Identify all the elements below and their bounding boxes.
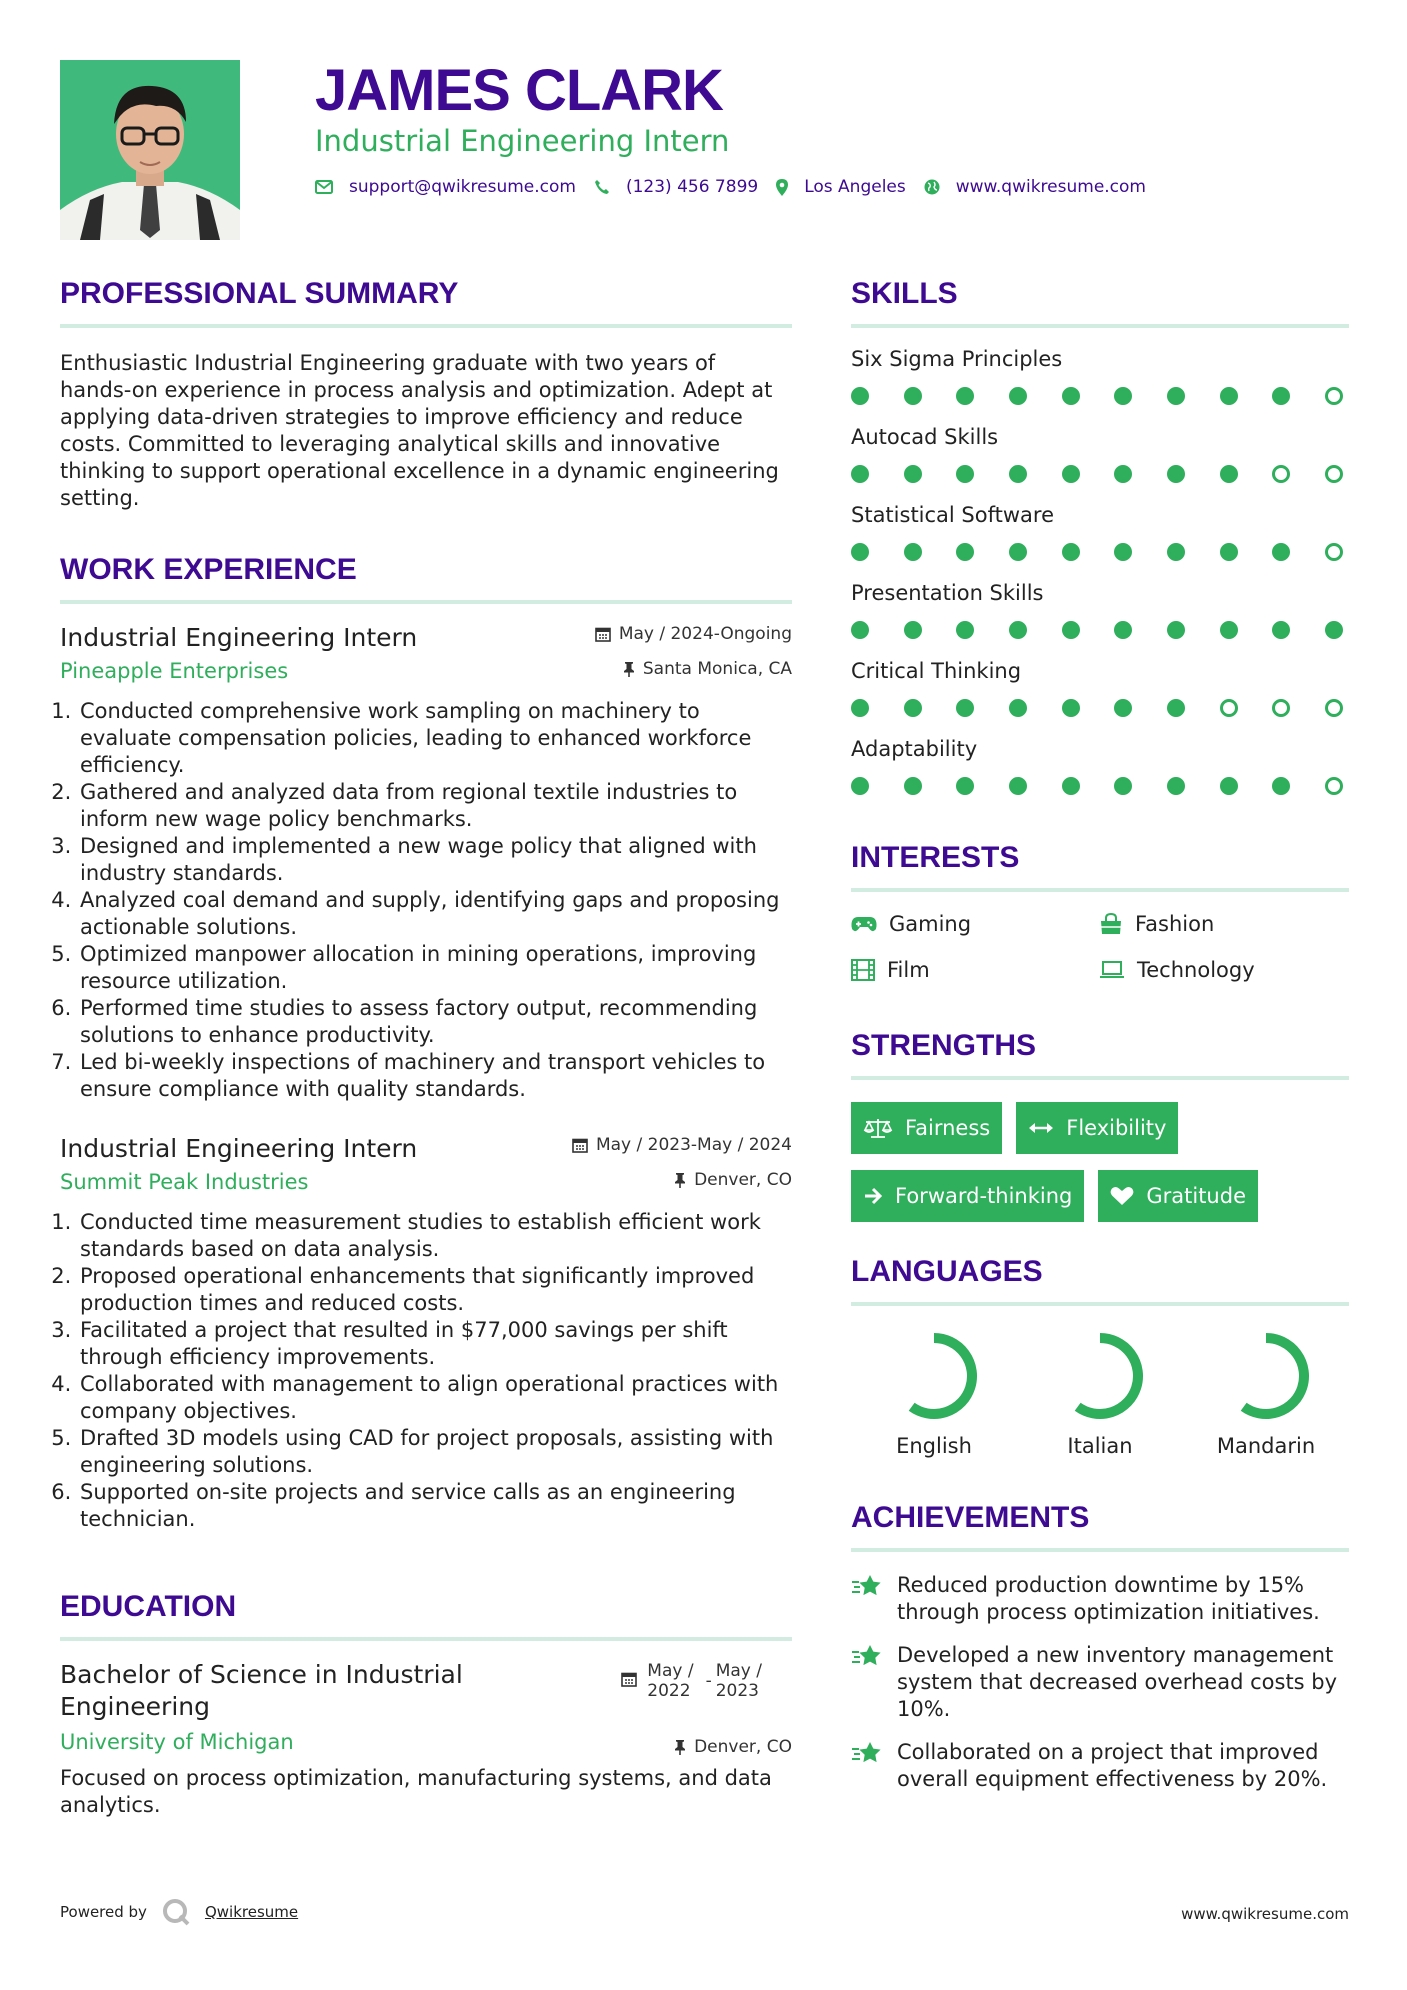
strength-label: Fairness — [905, 1116, 991, 1140]
language-item — [1183, 1330, 1349, 1458]
laptop-icon — [1099, 961, 1125, 979]
education-end-year: 2023 — [715, 1681, 759, 1701]
strength-tag — [851, 1170, 1084, 1222]
phone-icon — [594, 179, 610, 195]
education-start-month: May / — [647, 1661, 694, 1681]
skill-dot-filled — [1062, 777, 1080, 795]
pushpin-icon — [674, 1739, 686, 1755]
strength-label: Flexibility — [1066, 1116, 1167, 1140]
achievements-heading: ACHIEVEMENTS — [851, 1494, 1349, 1552]
education-location — [674, 1737, 792, 1757]
skill-item — [851, 732, 1349, 806]
skill-dot-filled — [1009, 387, 1027, 405]
shopping-bag-icon — [1099, 913, 1123, 935]
skill-name: Adaptability — [851, 737, 978, 761]
pushpin-icon — [623, 661, 635, 677]
achievement-text: Reduced production downtime by 15% through process optimization initiatives. — [897, 1573, 1320, 1624]
skill-dot-empty — [1325, 777, 1343, 795]
skill-dot-filled — [904, 387, 922, 405]
job-bullet: 5. Drafted 3D models using CAD for project proposals, assisting with engineering solutions. — [78, 1425, 792, 1479]
skill-name: Autocad Skills — [851, 425, 999, 449]
job-entry — [60, 1133, 792, 1533]
skill-dot-filled — [1114, 777, 1132, 795]
language-label: English — [896, 1434, 972, 1458]
education-heading: EDUCATION — [60, 1583, 792, 1641]
skill-dot-filled — [1009, 543, 1027, 561]
skill-dot-filled — [851, 387, 869, 405]
skill-dot-filled — [904, 543, 922, 561]
education-degree-line1: Bachelor of Science in Industrial — [60, 1660, 463, 1689]
skill-dot-filled — [1325, 621, 1343, 639]
skill-dot-filled — [1167, 465, 1185, 483]
education-entry — [60, 1659, 792, 1819]
skill-dot-filled — [851, 543, 869, 561]
skill-dot-filled — [1062, 465, 1080, 483]
interest-label: Technology — [1137, 958, 1255, 982]
skill-rating — [851, 532, 1343, 572]
language-list — [851, 1330, 1349, 1458]
profile-photo — [60, 60, 240, 240]
achievement-text: Collaborated on a project that improved overall equipment effectiveness by 20%. — [897, 1740, 1328, 1791]
job-bullet: 3. Facilitated a project that resulted in $77,000 savings per shift through efficiency improvements. — [78, 1317, 792, 1371]
skill-dot-filled — [1062, 543, 1080, 561]
skill-dot-empty — [1325, 465, 1343, 483]
strengths-heading: STRENGTHS — [851, 1022, 1349, 1080]
achievement-item — [851, 1642, 1349, 1723]
balance-scale-icon — [863, 1117, 893, 1139]
skill-dot-filled — [1167, 543, 1185, 561]
skill-dot-filled — [1272, 777, 1290, 795]
education-section — [60, 1583, 792, 1819]
skill-rating — [851, 610, 1343, 650]
calendar-icon — [595, 626, 611, 642]
contact-location-text: Los Angeles — [804, 177, 906, 197]
interest-label: Gaming — [889, 912, 972, 936]
contact-website[interactable] — [924, 177, 1146, 197]
job-title: Industrial Engineering Intern — [60, 1134, 418, 1163]
skill-dot-empty — [1325, 699, 1343, 717]
contact-bar — [315, 177, 1164, 197]
star-icon — [851, 1741, 883, 1767]
achievement-item — [851, 1572, 1349, 1626]
skill-dot-filled — [1009, 699, 1027, 717]
map-pin-icon — [776, 179, 788, 196]
skill-dot-empty — [1325, 387, 1343, 405]
skill-dot-filled — [956, 543, 974, 561]
skill-dot-filled — [1114, 465, 1132, 483]
skills-section — [851, 270, 1349, 806]
candidate-name: JAMES CLARK — [315, 58, 723, 123]
job-bullet: 1. Conducted comprehensive work sampling on machinery to evaluate compensation policies, leading to enhanced workforce efficiency. — [78, 698, 792, 779]
job-bullet: 4. Collaborated with management to align operational practices with company objectives. — [78, 1371, 792, 1425]
work-heading: WORK EXPERIENCE — [60, 546, 792, 604]
achievements-list — [851, 1572, 1349, 1793]
skill-dot-filled — [1114, 699, 1132, 717]
strength-tags — [851, 1102, 1349, 1222]
skill-dot-filled — [1009, 465, 1027, 483]
left-column — [60, 270, 792, 1819]
education-description: Focused on process optimization, manufacturing systems, and data analytics. — [60, 1766, 772, 1817]
job-dates — [572, 1135, 792, 1155]
education-start-year: 2022 — [647, 1681, 691, 1701]
interests-heading: INTERESTS — [851, 834, 1349, 892]
skill-dot-filled — [1062, 699, 1080, 717]
job-bullets — [60, 1209, 792, 1533]
contact-location — [776, 177, 906, 197]
footer-powered-by — [60, 1897, 298, 1927]
job-company: Summit Peak Industries — [60, 1170, 309, 1194]
globe-icon — [924, 179, 940, 195]
skill-dot-filled — [1009, 777, 1027, 795]
right-column — [851, 270, 1349, 1809]
strengths-section — [851, 1022, 1349, 1222]
skill-dot-filled — [904, 465, 922, 483]
envelope-icon — [315, 180, 333, 194]
contact-email[interactable] — [315, 177, 576, 197]
interest-item — [1099, 954, 1347, 986]
education-date-dash: - — [705, 1671, 712, 1691]
job-bullet: 2. Proposed operational enhancements that significantly improved production times and reduced costs. — [78, 1263, 792, 1317]
calendar-icon — [572, 1137, 588, 1153]
skill-dot-filled — [1220, 465, 1238, 483]
skill-rating — [851, 454, 1343, 494]
skill-dot-filled — [851, 621, 869, 639]
skill-item — [851, 420, 1349, 494]
skill-name: Six Sigma Principles — [851, 347, 1063, 371]
job-bullets — [60, 698, 792, 1103]
skill-dot-filled — [1272, 621, 1290, 639]
qwikresume-logo-icon — [161, 1897, 191, 1927]
contact-phone-text: (123) 456 7899 — [625, 177, 759, 197]
language-gauge — [1220, 1330, 1312, 1422]
skill-dot-filled — [1272, 387, 1290, 405]
interest-label: Film — [887, 958, 930, 982]
skill-rating — [851, 766, 1343, 806]
skill-dot-filled — [956, 621, 974, 639]
brand-link[interactable]: Qwikresume — [204, 1903, 299, 1921]
language-arc — [1244, 1338, 1304, 1414]
skill-dot-filled — [956, 387, 974, 405]
language-item — [851, 1330, 1017, 1458]
skill-dot-filled — [1062, 621, 1080, 639]
skill-item — [851, 342, 1349, 416]
strength-tag — [1098, 1170, 1258, 1222]
language-gauge — [888, 1330, 980, 1422]
skill-dot-filled — [956, 699, 974, 717]
job-location — [674, 1170, 792, 1190]
skill-dot-filled — [1167, 699, 1185, 717]
footer-website[interactable]: www.qwikresume.com — [1181, 1905, 1349, 1923]
skill-dot-filled — [904, 699, 922, 717]
skill-dot-empty — [1325, 543, 1343, 561]
strength-label: Forward-thinking — [895, 1184, 1073, 1208]
job-location-text: Denver, CO — [694, 1170, 792, 1190]
language-arc — [1078, 1338, 1138, 1414]
job-location — [623, 659, 792, 679]
skill-dot-filled — [851, 465, 869, 483]
skill-dot-filled — [1114, 387, 1132, 405]
interests-grid — [851, 908, 1349, 986]
star-icon — [851, 1644, 883, 1670]
skill-name: Presentation Skills — [851, 581, 1044, 605]
summary-section — [60, 270, 792, 512]
skill-rating — [851, 688, 1343, 728]
skill-dot-filled — [1220, 543, 1238, 561]
skill-dot-filled — [1167, 777, 1185, 795]
job-dates-text: May / 2023-May / 2024 — [595, 1135, 792, 1155]
job-bullet: 6. Supported on-site projects and service calls as an engineering technician. — [78, 1479, 792, 1533]
skill-dot-empty — [1272, 699, 1290, 717]
languages-heading: LANGUAGES — [851, 1248, 1349, 1306]
summary-text: Enthusiastic Industrial Engineering graduate with two years of hands-on experience in process analysis and optimization. Adept at applying data-driven strategies to improve efficiency and reduce costs. Committed to leveraging analytical skills and innovative thinking to support operational excellence in a dynamic engineering setting. — [60, 351, 779, 510]
skill-dot-filled — [1062, 387, 1080, 405]
skill-item — [851, 576, 1349, 650]
skill-name: Critical Thinking — [851, 659, 1022, 683]
powered-by-label: Powered by — [60, 1903, 147, 1921]
language-gauge — [1054, 1330, 1146, 1422]
language-label: Mandarin — [1216, 1434, 1316, 1458]
interest-item — [1099, 908, 1347, 940]
achievements-section — [851, 1494, 1349, 1793]
job-bullet: 1. Conducted time measurement studies to establish efficient work standards based on data analysis. — [78, 1209, 792, 1263]
strength-tag — [1016, 1102, 1178, 1154]
interest-item — [851, 954, 1099, 986]
skills-list — [851, 342, 1349, 806]
skill-rating — [851, 376, 1343, 416]
contact-website-text: www.qwikresume.com — [955, 177, 1146, 197]
achievement-text: Developed a new inventory management system that decreased overhead costs by 10%. — [897, 1643, 1338, 1721]
education-location-text: Denver, CO — [694, 1737, 792, 1757]
summary-heading: PROFESSIONAL SUMMARY — [60, 270, 792, 328]
skill-dot-filled — [1009, 621, 1027, 639]
skill-dot-empty — [1272, 465, 1290, 483]
job-bullet: 2. Gathered and analyzed data from regional textile industries to inform new wage policy benchmarks. — [78, 779, 792, 833]
languages-section — [851, 1248, 1349, 1458]
skill-dot-filled — [956, 465, 974, 483]
language-item — [1017, 1330, 1183, 1458]
job-title: Industrial Engineering Intern — [60, 623, 418, 652]
contact-phone[interactable] — [594, 177, 758, 197]
skill-dot-filled — [1114, 543, 1132, 561]
education-dates — [621, 1661, 762, 1701]
skill-item — [851, 654, 1349, 728]
job-dates-text: May / 2024-Ongoing — [618, 624, 792, 644]
strength-label: Gratitude — [1146, 1184, 1246, 1208]
skill-dot-filled — [1220, 387, 1238, 405]
calendar-icon — [621, 1671, 637, 1687]
skill-dot-filled — [1220, 777, 1238, 795]
arrow-right-icon — [863, 1187, 883, 1205]
gamepad-icon — [851, 916, 877, 932]
work-section — [60, 546, 792, 1533]
pushpin-icon — [674, 1172, 686, 1188]
education-start — [647, 1661, 693, 1701]
skill-dot-filled — [1220, 621, 1238, 639]
heart-icon — [1110, 1186, 1134, 1206]
skill-dot-filled — [956, 777, 974, 795]
skill-dot-filled — [1272, 543, 1290, 561]
skill-dot-filled — [851, 699, 869, 717]
job-bullet: 4. Analyzed coal demand and supply, identifying gaps and proposing actionable solutions. — [78, 887, 792, 941]
achievement-item — [851, 1739, 1349, 1793]
education-end — [716, 1661, 762, 1701]
education-end-month: May / — [715, 1661, 762, 1681]
job-bullet: 3. Designed and implemented a new wage policy that aligned with industry standards. — [78, 833, 792, 887]
candidate-title: Industrial Engineering Intern — [315, 124, 730, 158]
contact-email-text: support@qwikresume.com — [349, 177, 576, 197]
skill-dot-filled — [1114, 621, 1132, 639]
job-location-text: Santa Monica, CA — [642, 659, 792, 679]
skill-dot-filled — [904, 621, 922, 639]
job-bullet: 6. Performed time studies to assess factory output, recommending solutions to enhance productivity. — [78, 995, 792, 1049]
skill-item — [851, 498, 1349, 572]
skill-dot-filled — [851, 777, 869, 795]
job-bullet: 5. Optimized manpower allocation in mining operations, improving resource utilization. — [78, 941, 792, 995]
skill-dot-filled — [1167, 621, 1185, 639]
education-degree-line2: Engineering — [60, 1692, 210, 1721]
strength-tag — [851, 1102, 1002, 1154]
skill-dot-empty — [1220, 699, 1238, 717]
language-arc — [912, 1338, 972, 1414]
skill-name: Statistical Software — [851, 503, 1055, 527]
job-dates — [595, 624, 792, 644]
job-company: Pineapple Enterprises — [60, 659, 289, 683]
interests-section — [851, 834, 1349, 986]
double-arrow-icon — [1028, 1121, 1054, 1135]
interest-label: Fashion — [1135, 912, 1215, 936]
education-school: University of Michigan — [60, 1730, 294, 1754]
job-entry — [60, 622, 792, 1103]
skill-dot-filled — [904, 777, 922, 795]
language-label: Italian — [1067, 1434, 1133, 1458]
skill-dot-filled — [1167, 387, 1185, 405]
skills-heading: SKILLS — [851, 270, 1349, 328]
film-icon — [851, 959, 875, 981]
interest-item — [851, 908, 1099, 940]
star-icon — [851, 1574, 883, 1600]
job-bullet: 7. Led bi-weekly inspections of machinery and transport vehicles to ensure compliance with quality standards. — [78, 1049, 792, 1103]
